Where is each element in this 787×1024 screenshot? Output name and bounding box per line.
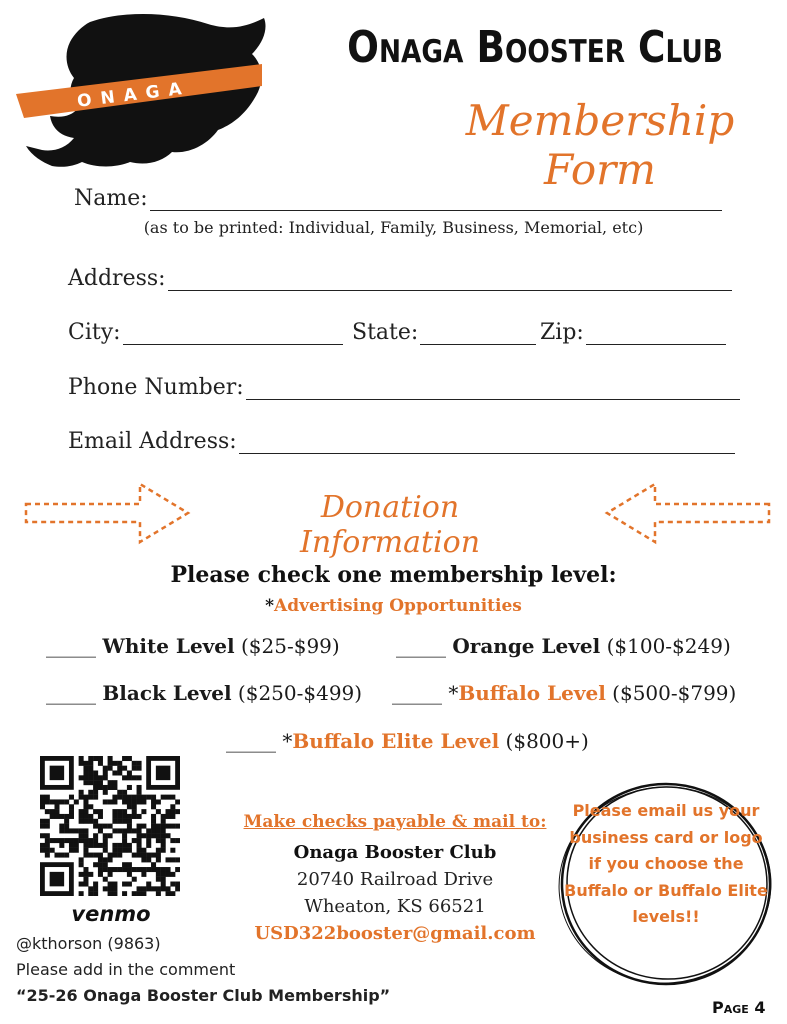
level-range: ($500-$799) xyxy=(612,681,737,705)
address-label: Address: xyxy=(68,266,166,291)
page-number: Page 4 xyxy=(712,998,766,1017)
level-name: Orange Level xyxy=(452,634,601,658)
checks-city: Wheaton, KS 66521 xyxy=(304,896,486,917)
level-option-buffalo[interactable] xyxy=(392,681,736,705)
logo-banner-text: ONAGA xyxy=(76,78,192,112)
state-label: State: xyxy=(352,320,419,345)
level-blank[interactable]: _____ xyxy=(392,681,442,705)
zip-line[interactable] xyxy=(586,322,726,345)
level-star: * xyxy=(282,729,293,753)
venmo-handle: @kthorson (9863) xyxy=(16,934,161,953)
address-field[interactable] xyxy=(68,266,732,291)
level-option-orange[interactable] xyxy=(396,634,731,658)
level-name: Buffalo Elite Level xyxy=(292,729,500,753)
zip-field[interactable] xyxy=(540,320,726,345)
level-range: ($100-$249) xyxy=(606,634,731,658)
phone-field[interactable] xyxy=(68,375,740,400)
level-name: Buffalo Level xyxy=(458,681,606,705)
city-line[interactable] xyxy=(123,322,343,345)
level-blank[interactable]: _____ xyxy=(46,634,96,658)
level-range: ($800+) xyxy=(505,729,589,753)
address-line[interactable] xyxy=(168,268,732,291)
phone-line[interactable] xyxy=(246,377,740,400)
venmo-instruction: Please add in the comment xyxy=(16,960,236,979)
email-line[interactable] xyxy=(239,431,735,454)
phone-label: Phone Number: xyxy=(68,375,244,400)
venmo-logo: venmo xyxy=(71,902,151,926)
advertising-star: * xyxy=(265,596,275,616)
membership-heading: Please check one membership level: xyxy=(170,562,617,588)
venmo-memo: “25-26 Onaga Booster Club Membership” xyxy=(16,986,391,1005)
name-label: Name: xyxy=(74,186,148,211)
level-range: ($25-$99) xyxy=(240,634,340,658)
zip-label: Zip: xyxy=(540,320,584,345)
checks-recipient: Onaga Booster Club xyxy=(293,842,497,863)
level-option-white[interactable] xyxy=(46,634,340,658)
advertising-note-text: Advertising Opportunities xyxy=(274,596,522,616)
level-name: Black Level xyxy=(102,681,232,705)
advertising-note xyxy=(0,596,787,616)
callout-text: Please email us your business card or logo if you choose the Buffalo or Buffalo Elite levels!! xyxy=(564,801,768,926)
email-field[interactable] xyxy=(68,429,735,454)
state-line[interactable] xyxy=(420,322,536,345)
left-arrow-icon xyxy=(600,478,775,548)
name-hint: (as to be printed: Individual, Family, Business, Memorial, etc) xyxy=(143,218,644,237)
level-option-black[interactable] xyxy=(46,681,362,705)
level-blank[interactable]: _____ xyxy=(396,634,446,658)
right-arrow-icon xyxy=(20,478,195,548)
level-range: ($250-$499) xyxy=(237,681,363,705)
donation-title: Donation Information xyxy=(299,490,481,560)
email-label: Email Address: xyxy=(68,429,237,454)
club-title: Onaga Booster Club xyxy=(347,22,723,73)
form-title: Membership Form xyxy=(465,96,735,194)
level-blank[interactable]: _____ xyxy=(46,681,96,705)
checks-heading: Make checks payable & mail to: xyxy=(243,812,547,832)
buffalo-logo xyxy=(12,12,274,172)
city-field[interactable] xyxy=(68,320,343,345)
name-field[interactable] xyxy=(74,186,722,211)
level-blank[interactable]: _____ xyxy=(226,729,276,753)
checks-street: 20740 Railroad Drive xyxy=(296,869,494,890)
city-label: City: xyxy=(68,320,121,345)
level-option-buffalo-elite[interactable] xyxy=(226,729,589,753)
booster-email-link[interactable]: USD322booster@gmail.com xyxy=(254,923,536,944)
state-field[interactable] xyxy=(352,320,536,345)
level-name: White Level xyxy=(102,634,235,658)
venmo-qr-code[interactable] xyxy=(40,756,180,896)
level-star: * xyxy=(448,681,459,705)
mail-checks-block xyxy=(240,812,550,944)
name-line[interactable] xyxy=(150,188,722,211)
